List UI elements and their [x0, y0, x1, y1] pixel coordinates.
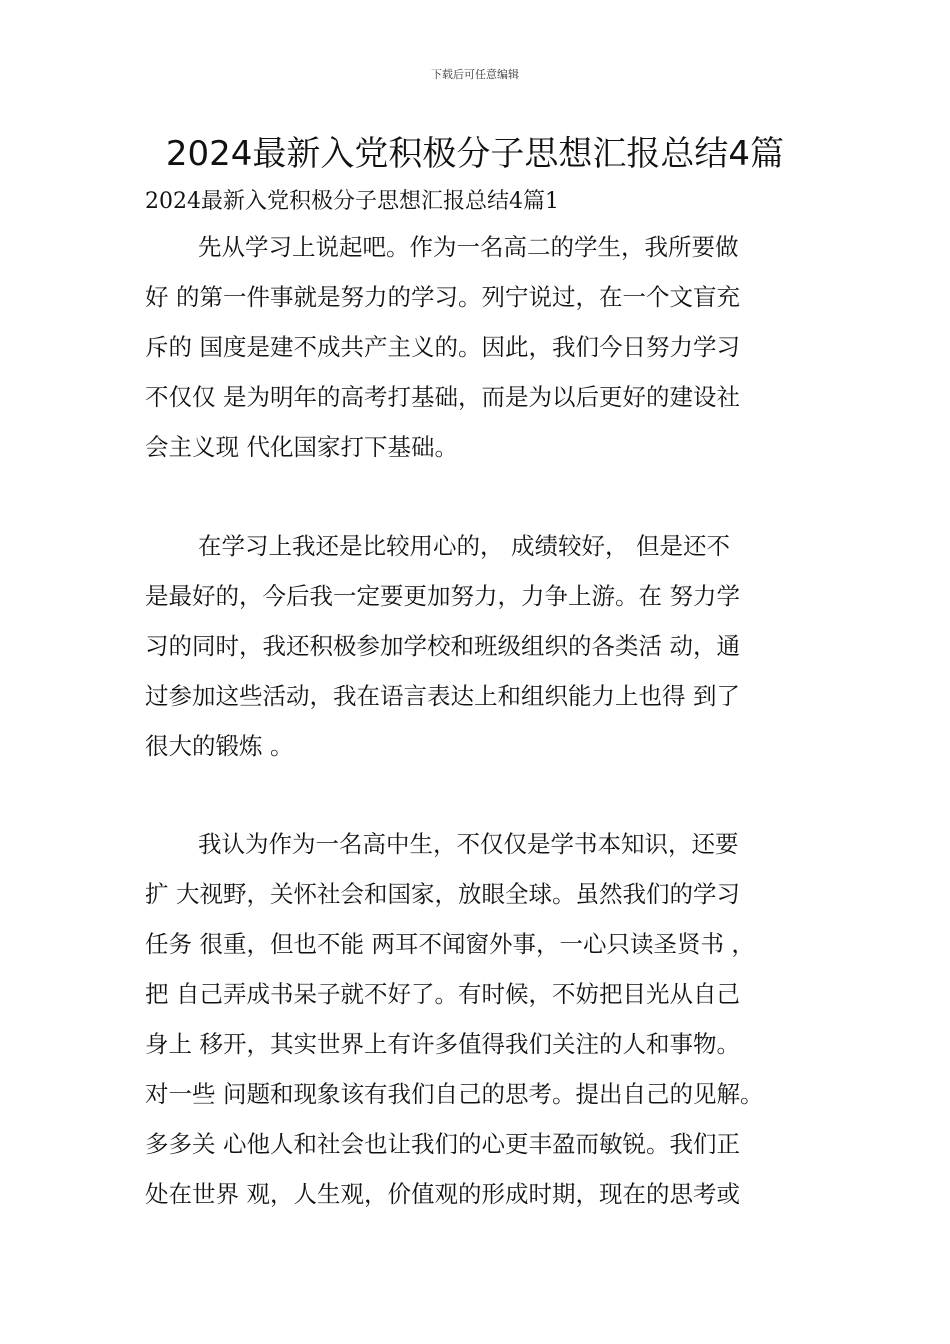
- paragraph-line: 过参加这些活动，我在语言表达上和组织能力上也得 到了: [145, 682, 740, 710]
- paragraph-line: 斥的 国度是建不成共产主义的。因此，我们今日努力学习: [145, 333, 740, 361]
- paragraph-line: 扩 大视野，关怀社会和国家，放眼全球。虽然我们的学习: [145, 880, 740, 908]
- paragraph-line: 很大的锻炼 。: [145, 732, 294, 760]
- paragraph-line: 处在世界 观，人生观，价值观的形成时期，现在的思考或: [145, 1180, 740, 1208]
- paragraph-line: 好 的第一件事就是努力的学习。列宁说过，在一个文盲充: [145, 283, 740, 311]
- paragraph-line: 多多关 心他人和社会也让我们的心更丰盈而敏锐。我们正: [145, 1130, 740, 1158]
- paragraph-line: 先从学习上说起吧。作为一名高二的学生，我所要做: [198, 233, 739, 261]
- document-title: 2024最新入党积极分子思想汇报总结4篇: [165, 134, 785, 174]
- paragraph-1: [145, 222, 835, 472]
- paragraph-line: 我认为作为一名高中生，不仅仅是学书本知识，还要: [198, 830, 739, 858]
- header-note: 下载后可任意编辑: [431, 68, 519, 81]
- paragraph-line: 任务 很重，但也不能 两耳不闻窗外事，一心只读圣贤书 ，: [145, 930, 755, 958]
- paragraph-line: 对一些 问题和现象该有我们自己的思考。提出自己的见解。: [145, 1080, 764, 1108]
- document-subtitle: 2024最新入党积极分子思想汇报总结4篇1: [145, 189, 559, 214]
- paragraph-line: 身上 移开，其实世界上有许多值得我们关注的人和事物。: [145, 1030, 740, 1058]
- paragraph-line: 把 自己弄成书呆子就不好了。有时候，不妨把目光从自己: [145, 980, 740, 1008]
- paragraph-line: 习的同时，我还积极参加学校和班级组织的各类活 动，通: [145, 632, 740, 660]
- paragraph-2: [145, 521, 835, 771]
- paragraph-line: 是最好的，今后我一定要更加努力，力争上游。在 努力学: [145, 582, 740, 610]
- paragraph-line: 在学习上我还是比较用心的， 成绩较好， 但是还不: [198, 532, 730, 560]
- paragraph-line: 不仅仅 是为明年的高考打基础，而是为以后更好的建设社: [145, 383, 740, 411]
- paragraph-3: [145, 819, 835, 1219]
- paragraph-line: 会主义现 代化国家打下基础。: [145, 433, 458, 461]
